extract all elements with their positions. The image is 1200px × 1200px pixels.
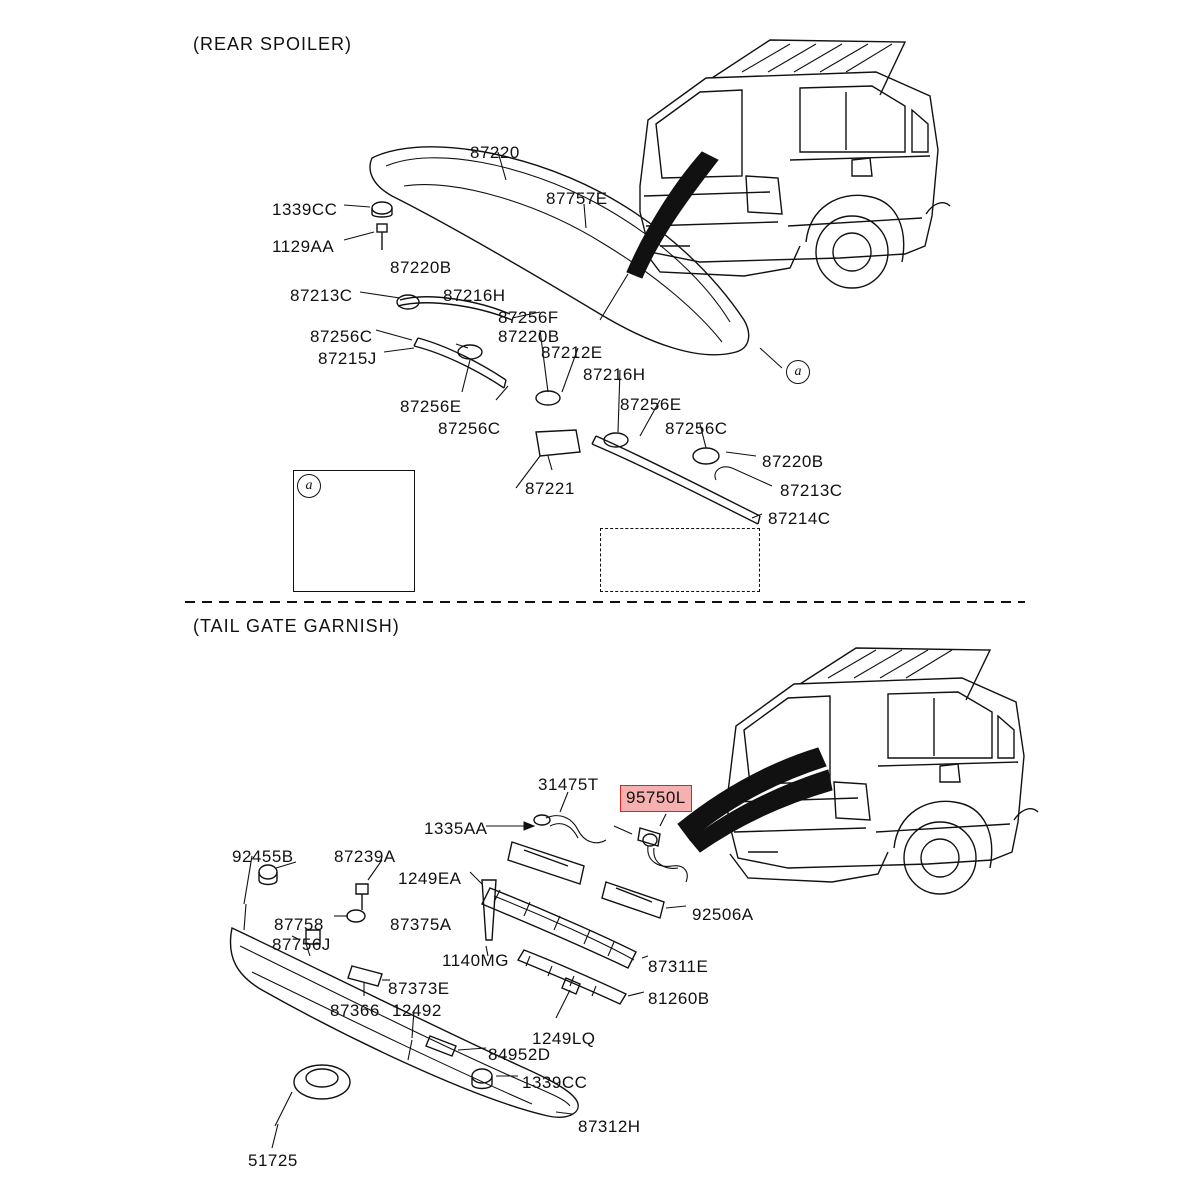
callout-a-marker: a — [786, 360, 810, 384]
label-87212E: 87212E — [541, 343, 603, 362]
label-1339CC-bottom: 1339CC — [522, 1073, 588, 1092]
label-81260B: 81260B — [648, 989, 710, 1008]
section-title-rear-spoiler: (REAR SPOILER) — [193, 34, 353, 54]
label-1249LQ: 1249LQ — [532, 1029, 596, 1048]
label-1339CC-top: 1339CC — [272, 200, 338, 219]
label-12492: 12492 — [392, 1001, 442, 1020]
label-92455B: 92455B — [232, 847, 294, 866]
highlighted-part-95750L[interactable]: 95750L — [620, 785, 692, 812]
date-range-box — [600, 528, 760, 592]
label-87214C: 87214C — [768, 509, 831, 528]
garnish-assembly — [230, 792, 687, 1148]
label-87220: 87220 — [470, 143, 520, 162]
label-87757E: 87757E — [546, 189, 608, 208]
label-87216H-b: 87216H — [583, 365, 646, 384]
label-87373E: 87373E — [388, 979, 450, 998]
label-1129AA: 1129AA — [272, 237, 335, 256]
label-87256C-b: 87256C — [438, 419, 501, 438]
label-87215J: 87215J — [318, 349, 377, 368]
label-1249EA: 1249EA — [398, 869, 462, 888]
label-87366: 87366 — [330, 1001, 380, 1020]
label-87311E: 87311E — [648, 957, 709, 976]
label-87256C-a: 87256C — [310, 327, 373, 346]
label-87239A: 87239A — [334, 847, 396, 866]
label-92506A: 92506A — [692, 905, 754, 924]
label-87375A: 87375A — [390, 915, 452, 934]
label-87220B-b: 87220B — [498, 327, 560, 346]
label-87256E-a: 87256E — [400, 397, 462, 416]
label-87221: 87221 — [525, 479, 575, 498]
label-31475T: 31475T — [538, 775, 599, 794]
vehicle-illustration-bottom — [678, 648, 1038, 894]
label-87256C-c: 87256C — [665, 419, 728, 438]
label-87220B-a: 87220B — [390, 258, 452, 277]
label-87312H: 87312H — [578, 1117, 641, 1136]
label-87256E-b: 87256E — [620, 395, 682, 414]
label-84952D: 84952D — [488, 1045, 551, 1064]
label-1335AA: 1335AA — [424, 819, 488, 838]
vehicle-illustration-top — [600, 40, 950, 320]
label-87216H-a: 87216H — [443, 286, 506, 305]
note-box-marker-a: a — [297, 474, 321, 498]
label-1140MG: 1140MG — [442, 951, 509, 970]
label-87256F: 87256F — [498, 308, 559, 327]
label-87220B-c: 87220B — [762, 452, 824, 471]
label-51725: 51725 — [248, 1151, 298, 1170]
label-87758: 87758 — [274, 915, 324, 934]
label-87213C-a: 87213C — [290, 286, 353, 305]
label-87213C-b: 87213C — [780, 481, 843, 500]
section-title-tail-gate-garnish: (TAIL GATE GARNISH) — [193, 616, 400, 636]
label-87756J: 87756J — [272, 935, 331, 954]
